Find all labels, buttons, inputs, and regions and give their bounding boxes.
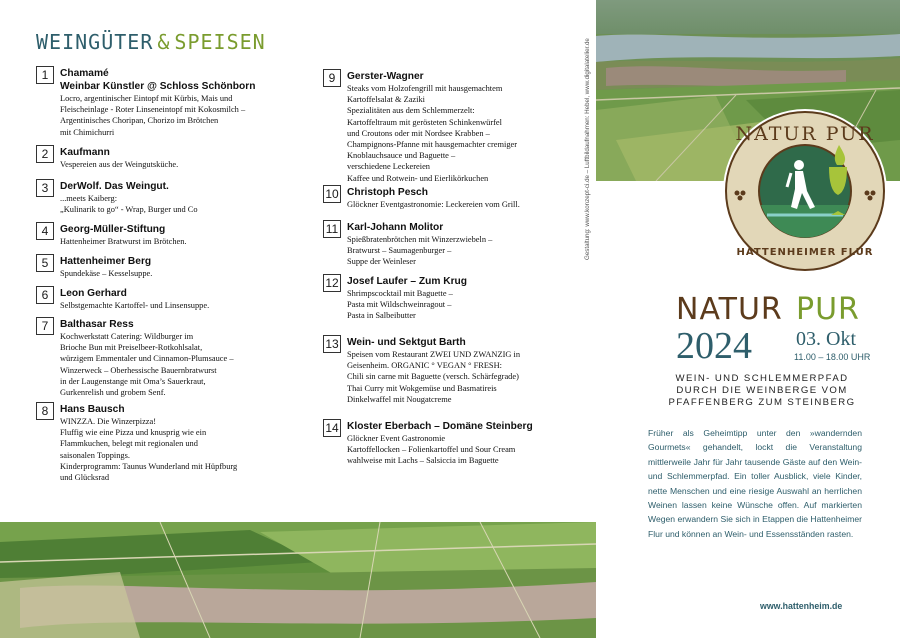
subtitle-line-3: PFAFFENBERG ZUM STEINBERG	[668, 397, 856, 408]
vendor-name: DerWolf. Das Weingut.	[60, 181, 169, 192]
vendor-name: Chamamé Weinbar Künstler @ Schloss Schönborn	[60, 68, 256, 92]
badge-bottom-text: HATTENHEIMER FLUR	[736, 247, 874, 258]
vendor-menu: Hattenheimer Bratwurst im Brötchen.	[60, 237, 187, 246]
vendor-menu: Selbstgemachte Kartoffel- und Linsensuppe.	[60, 301, 210, 310]
vendor-menu: Speisen vom Restaurant ZWEI UND ZWANZIG in Geisenheim. ORGANIC ° VEGAN ° FRESH: Chili sin carne mit Baguette (versch. Schärfegrade) Thai Curry mit Wokgemüse und Basmatireis Dinkelwaffel mit Nougatcreme	[347, 350, 521, 404]
vendor-name: Hattenheimer Berg	[60, 256, 152, 267]
event-title	[676, 292, 876, 367]
vendor-name: Hans Bausch	[60, 404, 125, 415]
vendor-name: Leon Gerhard	[60, 288, 127, 299]
vendor-menu: Glöckner Eventgastronomie: Leckereien vom Grill.	[347, 200, 520, 209]
vendor-number: 1	[36, 66, 54, 84]
vendor-number: 14	[323, 419, 341, 437]
title-pur: PUR	[796, 292, 860, 327]
vendor-name: Josef Laufer – Zum Krug	[347, 276, 468, 287]
vendor-menu: Glöckner Event Gastronomie Kartoffellocken – Folienkartoffel und Sour Cream wahlweise mit Lachs – Salsiccia im Baguette	[347, 434, 516, 466]
vendor-menu: Spundekäse – Kesselsuppe.	[60, 269, 153, 278]
vendor-number: 2	[36, 145, 54, 163]
vendor-name: Kloster Eberbach – Domäne Steinberg	[347, 421, 533, 432]
vendor-name: Georg-Müller-Stiftung	[60, 224, 166, 235]
event-subtitle	[647, 373, 877, 409]
badge-lettering	[721, 107, 889, 275]
vendor-number: 8	[36, 402, 54, 420]
vendor-number: 7	[36, 317, 54, 335]
design-credit	[574, 12, 591, 262]
vendor-name: Gerster-Wagner	[347, 71, 424, 82]
vendor-menu: Steaks vom Holzofengrill mit hausgemachtem Kartoffelsalat & Zaziki Spezialitäten aus dem Schlemmerzelt: Kartoffeltraum mit gerösteten Schinkenwürfel und Croutons oder mit Nordsee Krabben – Champignons-Pfanne mit hausgemachter cremiger Knoblauchsauce und Baguette – verschiedene Leckereien Kaffee und Rotwein- und Eierlikörkuchen	[347, 84, 518, 183]
heading-ampersand: &	[157, 30, 171, 54]
heading-part-2: SPEISEN	[174, 30, 266, 54]
vendor-number: 5	[36, 254, 54, 272]
vendor-name: Wein- und Sektgut Barth	[347, 337, 466, 348]
event-description: Früher als Geheimtipp unter den »wandernden Gourmets« gehandelt, lockt die Veranstaltung mittlerweile Jahr für Jahr tausende Gäste auf den Wein- und Schlemmerpfad. Ein toller Ausblick, viele Kinder, nette Menschen und eine riesige Auswahl an herrlichen Weinen lassen keine Wünsche offen. Auf markierten Wegen erwandern Sie sich in Etappen die Hattenheimer Flur und können an Wein- und Essensständen rasten.	[648, 428, 862, 539]
event-date: 03. Okt	[796, 328, 856, 350]
vendor-name: Balthasar Ress	[60, 319, 134, 330]
vendor-menu: Kochwerkstatt Catering: Wildburger im Brioche Bun mit Preiselbeer-Rotkohlsalat, würzigem Emmentaler und Cinnamon-Plumsauce – Winzerweck – Oberhessische Bauernbratwurst in der Laugenstange mit Oma’s Sauerkraut, Gurkenrelish und grobem Senf.	[60, 332, 234, 398]
vendor-number: 12	[323, 274, 341, 292]
vendor-name: Christoph Pesch	[347, 187, 428, 198]
vendor-menu: ...meets Kaiberg: „Kulinarik to go“ - Wrap, Burger und Co	[60, 194, 198, 215]
vendor-number: 9	[323, 69, 341, 87]
title-natur: NATUR	[676, 292, 783, 327]
vendor-menu: Locro, argentinischer Eintopf mit Kürbis, Mais und Fleischeinlage - Roter Linseneintopf mit Kokosmilch – Argentinisches Choripan, Chorizo im Brötchen mit Chimichurri	[60, 94, 246, 137]
aerial-photo-bottom	[0, 522, 596, 638]
vendor-name: Karl-Johann Molitor	[347, 222, 444, 233]
vendor-number: 6	[36, 286, 54, 304]
event-year: 2024	[676, 325, 752, 367]
vendor-menu: Shrimpscocktail mit Baguette – Pasta mit Wildschweinragout – Pasta in Salbeibutter	[347, 289, 453, 321]
vendor-menu: Vespereien aus der Weingutsküche.	[60, 160, 179, 169]
vendor-number: 10	[323, 185, 341, 203]
subtitle-line-2: DURCH DIE WEINBERGE VOM	[676, 385, 848, 396]
vendor-number: 13	[323, 335, 341, 353]
vendor-number: 11	[323, 220, 341, 238]
website-link[interactable]: www.hattenheim.de	[760, 601, 843, 611]
heading-part-1: WEINGÜTER	[36, 30, 154, 54]
badge-top-text: NATUR PUR	[735, 123, 875, 145]
event-time: 11.00 – 18.00 UHR	[794, 352, 871, 362]
vendor-menu: WINZZA. Die Winzerpizza! Fluffig wie eine Pizza und knusprig wie ein Flammkuchen, belegt mit regionalen und saisonalen Toppings. Kinderprogramm: Taunus Wunderland mit Hüpfburg und Glücksrad	[60, 417, 238, 483]
subtitle-line-1: WEIN- UND SCHLEMMERPFAD	[675, 373, 849, 384]
design-credit-text: Gestaltung: www.konzept-ci.de – Luftbildaufnahmen: Hebel, www.digitalatelier.de	[584, 38, 591, 260]
vendor-menu: Spießbratenbrötchen mit Winzerzwiebeln – Bratwurst – Saumagenburger – Suppe der Weinleser	[347, 235, 493, 267]
section-heading	[36, 30, 266, 54]
vendor-number: 3	[36, 179, 54, 197]
vendor-name: Kaufmann	[60, 147, 110, 158]
vendor-number: 4	[36, 222, 54, 240]
